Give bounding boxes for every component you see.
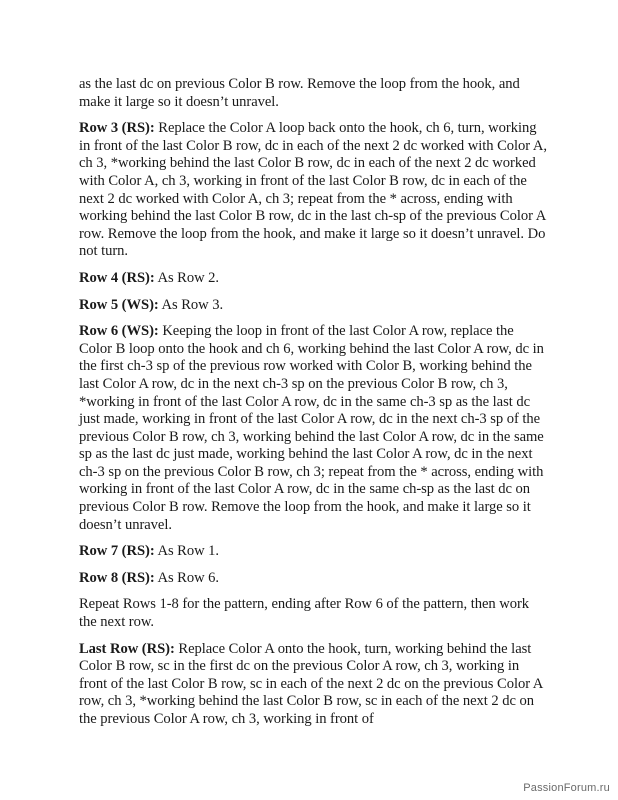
- paragraph-continuation: [79, 76, 549, 111]
- paragraph-heading: Row 7 (RS):: [79, 543, 155, 560]
- paragraph-text: As Row 1.: [154, 543, 220, 560]
- paragraph-row-8: [79, 570, 549, 588]
- paragraph-repeat-note: [79, 596, 549, 631]
- paragraph-text: Repeat Rows 1-8 for the pattern, ending after Row 6 of the pattern, then work the next row.: [79, 596, 530, 631]
- paragraph-text: Replace Color A onto the hook, turn, working behind the last Color B row, sc in the first dc on the previous Color A row, ch 3, working in front of the last Color B row, sc in each of the next 2 dc on the previous Color A row, ch 3, *working behind the last Color B row, sc in each of the next 2 dc on the previous Color A row, ch 3, working in front of: [79, 640, 543, 727]
- paragraph-row-5: [79, 297, 549, 315]
- paragraph-row-4: [79, 270, 549, 288]
- paragraph-row-7: [79, 543, 549, 561]
- paragraph-text: Keeping the loop in front of the last Color A row, replace the Color B loop onto the hook and ch 6, working behind the last Color A row, dc in the first ch-3 sp of the previous row worked with Color B, working behind the last Color A row, dc in the next ch-3 sp on the previous Color B row, ch 3, *working in front of the last Color A row, dc in the same ch-3 sp as the last dc just made, working in front of the last Color A row, dc in the next ch-3 sp of the previous Color B row, ch 3, working behind the last Color A row, dc in the same sp as the last dc just made, working behind the last Color A row, dc in the next ch-3 sp on the previous Color B row, ch 3; repeat from the * across, ending with working in front of the last Color A row, dc in the same ch-sp as the last dc on previous Color B row. Remove the loop from the hook, and make it large so it doesn’t unravel.: [79, 323, 544, 533]
- paragraph-row-6: [79, 323, 549, 534]
- paragraph-text: As Row 2.: [154, 269, 220, 286]
- paragraph-text: Replace the Color A loop back onto the hook, ch 6, turn, working in front of the last Color B row, dc in each of the next 2 dc worked with Color A, ch 3, *working behind the last Color B row, dc in each of the next 2 dc worked with Color A, ch 3, working in front of the last Color B row, dc in each of the next 2 dc worked with Color A, ch 3; repeat from the * across, ending with working behind the last Color B row, dc in the last ch-sp of the previous Color A row. Remove the loop from the hook, and make it large so it doesn’t unravel. Do not turn.: [79, 120, 547, 260]
- paragraph-heading: Row 5 (WS):: [79, 296, 159, 313]
- paragraph-heading: Last Row (RS):: [79, 640, 175, 657]
- paragraph-text: As Row 3.: [158, 296, 224, 313]
- paragraph-heading: Row 4 (RS):: [79, 269, 155, 286]
- paragraph-text: as the last dc on previous Color B row. Remove the loop from the hook, and make it large so it doesn’t unravel.: [79, 76, 520, 110]
- paragraph-last-row: [79, 641, 549, 729]
- paragraph-heading: Row 6 (WS):: [79, 323, 159, 340]
- paragraph-text: As Row 6.: [154, 569, 220, 586]
- paragraph-heading: Row 3 (RS):: [79, 120, 155, 137]
- paragraph-heading: Row 8 (RS):: [79, 569, 155, 586]
- document-page: [79, 76, 549, 738]
- paragraph-row-3: [79, 120, 549, 261]
- watermark: PassionForum.ru: [523, 782, 610, 794]
